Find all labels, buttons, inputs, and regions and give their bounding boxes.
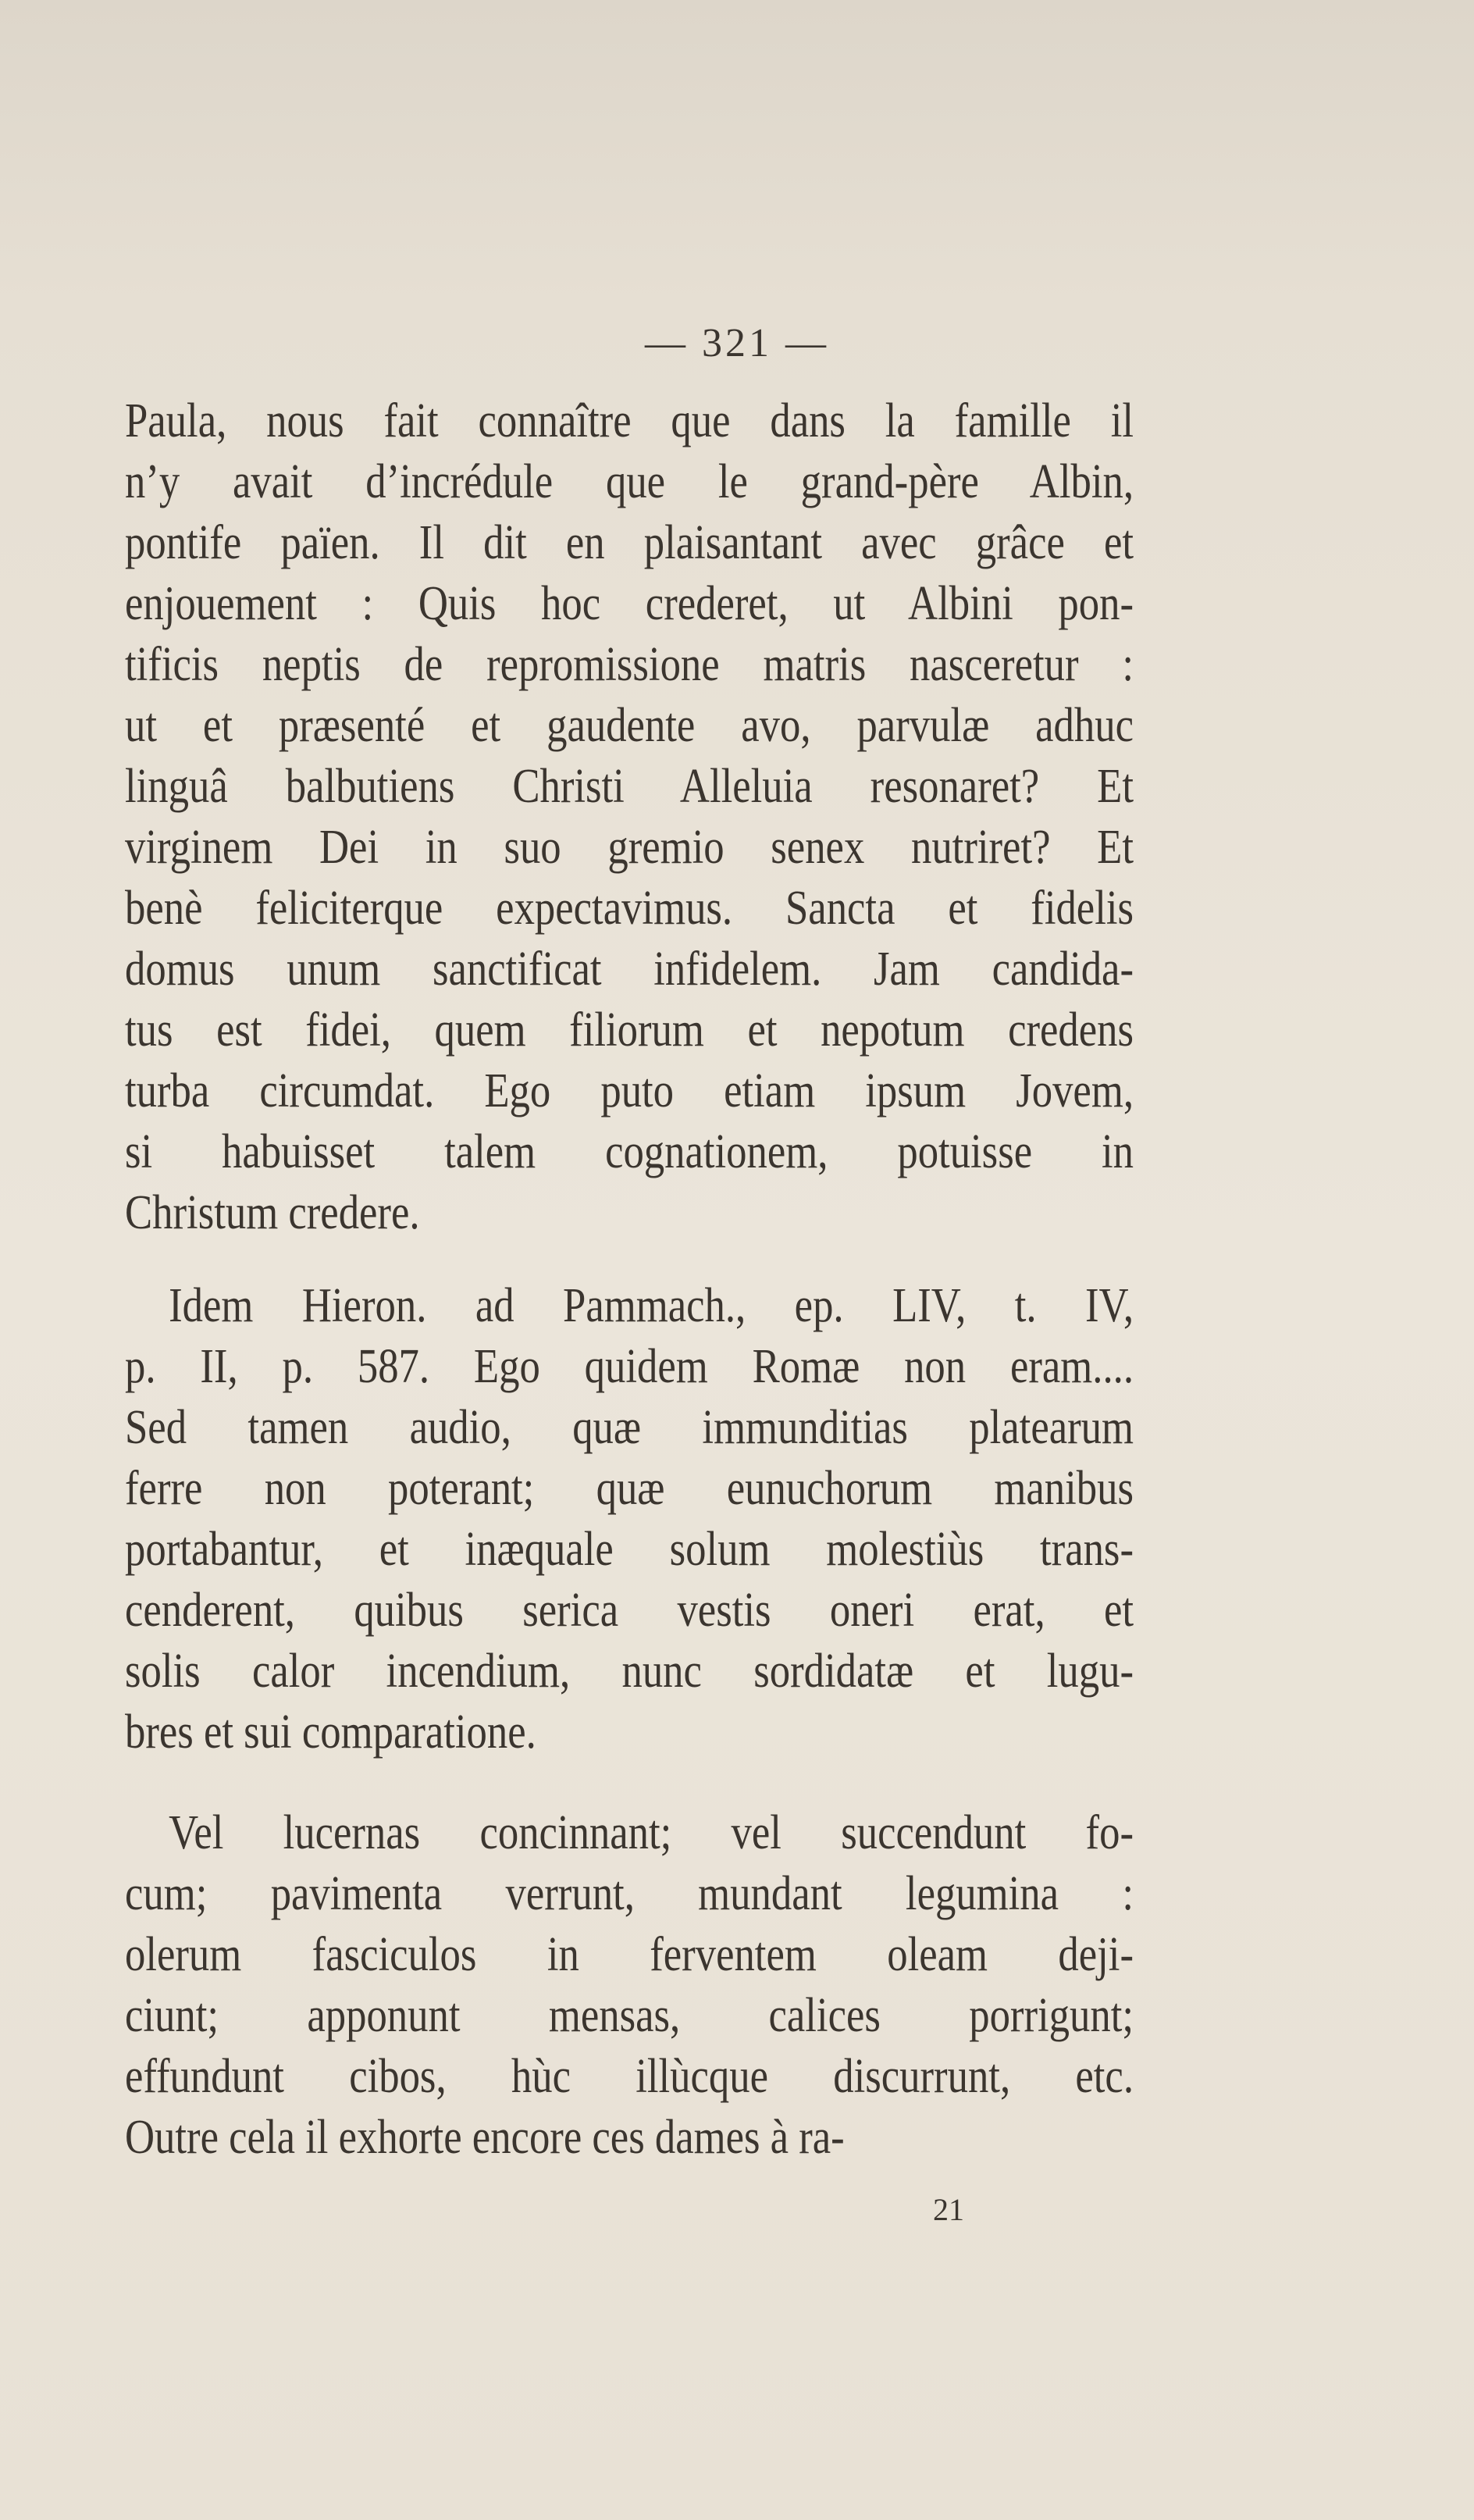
text-line: tus est fidei, quem filiorum et nepotum credens <box>125 1003 1134 1057</box>
text-line: benè feliciterque expectavimus. Sancta et fidelis <box>125 882 1134 935</box>
signature-mark: 21 <box>933 2192 964 2227</box>
text-line: ut et præsenté et gaudente avo, parvulæ adhuc <box>125 699 1134 752</box>
text-line: Idem Hieron. ad Pammach., ep. LIV, t. IV, <box>169 1279 1134 1332</box>
text-line: Paula, nous fait connaître que dans la famille il <box>125 394 1134 447</box>
text-line: Vel lucernas concinnant; vel succendunt fo- <box>169 1806 1134 1859</box>
text-line: domus unum sanctificat infidelem. Jam candida- <box>125 943 1134 996</box>
page-number: — 321 — <box>645 321 829 365</box>
text-line: si habuisset talem cognationem, potuisse in <box>125 1125 1134 1178</box>
text-line: cenderent, quibus serica vestis oneri erat, et <box>125 1584 1134 1637</box>
paragraph-1 <box>125 390 1134 1243</box>
text-line: ciunt; apponunt mensas, calices porrigunt; <box>125 1989 1134 2042</box>
text-line: pontife païen. Il dit en plaisantant avec grâce et <box>125 516 1134 569</box>
text-line: ferre non poterant; quæ eunuchorum manibus <box>125 1462 1134 1515</box>
text-line: turba circumdat. Ego puto etiam ipsum Jovem, <box>125 1064 1134 1117</box>
paragraph-3 <box>125 1802 1134 2168</box>
text-line: effundunt cibos, hùc illùcque discurrunt, etc. <box>125 2050 1134 2103</box>
text-line: bres et sui comparatione. <box>125 1706 536 1759</box>
text-line: Christum credere. <box>125 1186 420 1239</box>
text-line: Outre cela il exhorte encore ces dames à ra- <box>125 2111 845 2164</box>
text-line: virginem Dei in suo gremio senex nutriret? Et <box>125 821 1134 874</box>
text-line: Sed tamen audio, quæ immunditias platearum <box>125 1401 1134 1454</box>
text-line: tificis neptis de repromissione matris nasceretur : <box>125 638 1134 691</box>
paragraph-2 <box>125 1275 1134 1763</box>
text-line: linguâ balbutiens Christi Alleluia resonaret? Et <box>125 760 1134 813</box>
text-line: portabantur, et inæquale solum molestiùs trans- <box>125 1523 1134 1576</box>
text-line: cum; pavimenta verrunt, mundant legumina : <box>125 1867 1134 1920</box>
text-line: solis calor incendium, nunc sordidatæ et lugu- <box>125 1645 1134 1698</box>
text-line: p. II, p. 587. Ego quidem Romæ non eram.... <box>125 1340 1134 1393</box>
text-line: enjouement : Quis hoc crederet, ut Albini pon- <box>125 577 1134 630</box>
text-line: n’y avait d’incrédule que le grand-père Albin, <box>125 455 1134 508</box>
text-line: olerum fasciculos in ferventem oleam deji- <box>125 1928 1134 1981</box>
